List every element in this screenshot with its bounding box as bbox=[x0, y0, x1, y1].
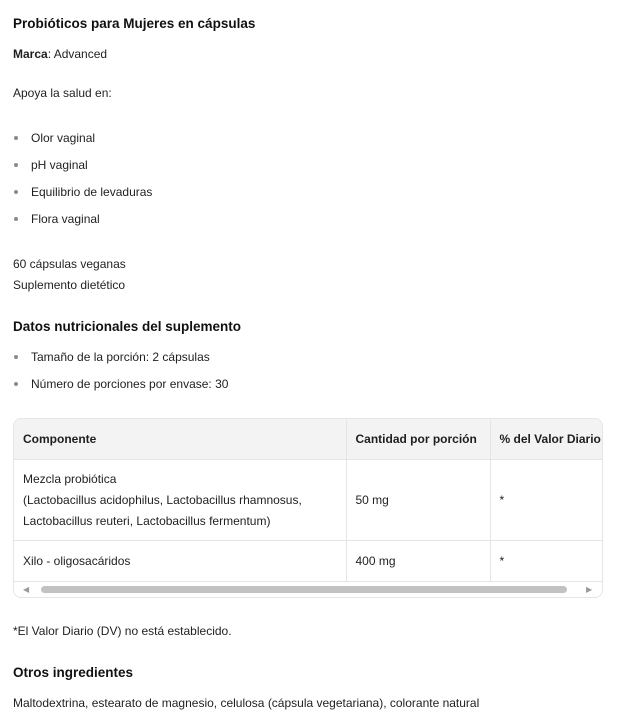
other-ingredients-heading: Otros ingredientes bbox=[13, 665, 134, 680]
nutrition-heading: Datos nutricionales del suplemento bbox=[13, 319, 242, 334]
list-item: Olor vaginal bbox=[13, 131, 152, 158]
chevron-left-icon[interactable]: ◀ bbox=[23, 585, 30, 594]
chevron-right-icon[interactable]: ▶ bbox=[586, 585, 593, 594]
amount-cell: 50 mg bbox=[346, 460, 490, 541]
brand-line bbox=[13, 47, 107, 61]
intro-text: Apoya la salud en: bbox=[13, 86, 112, 100]
scrollbar-thumb[interactable] bbox=[41, 586, 567, 593]
health-areas-list bbox=[13, 131, 152, 239]
package-type: Suplemento dietético bbox=[13, 278, 126, 292]
amount-cell: 400 mg bbox=[346, 541, 490, 582]
list-item: Número de porciones por envase: 30 bbox=[13, 377, 228, 404]
column-header-daily-value: % del Valor Diario bbox=[490, 419, 602, 460]
list-item: Flora vaginal bbox=[13, 212, 152, 239]
list-item: Equilibrio de levaduras bbox=[13, 185, 152, 212]
bullet-dot-icon bbox=[14, 382, 18, 386]
horizontal-scrollbar[interactable] bbox=[14, 582, 602, 597]
table-row bbox=[14, 460, 602, 541]
other-ingredients-text: Maltodextrina, estearato de magnesio, celulosa (cápsula vegetariana), colorante natural bbox=[13, 696, 480, 710]
bullet-dot-icon bbox=[14, 190, 18, 194]
column-header-component: Componente bbox=[14, 419, 346, 460]
bullet-dot-icon bbox=[14, 217, 18, 221]
brand-label: Marca bbox=[13, 47, 48, 61]
package-count: 60 cápsulas veganas bbox=[13, 257, 126, 271]
brand-value: : Advanced bbox=[47, 47, 108, 61]
bullet-dot-icon bbox=[14, 163, 18, 167]
component-cell: Xilo - oligosacáridos bbox=[14, 541, 346, 582]
nutrition-table-viewport[interactable] bbox=[14, 419, 602, 582]
table-header-row bbox=[14, 419, 602, 460]
column-header-amount: Cantidad por porción bbox=[346, 419, 490, 460]
bullet-dot-icon bbox=[14, 136, 18, 140]
table-row bbox=[14, 541, 602, 582]
bullet-dot-icon bbox=[14, 355, 18, 359]
footnote: *El Valor Diario (DV) no está establecido. bbox=[13, 624, 232, 638]
nutrition-table-container[interactable] bbox=[13, 418, 603, 598]
product-title: Probióticos para Mujeres en cápsulas bbox=[13, 16, 256, 31]
daily-value-cell: * bbox=[490, 460, 602, 541]
list-item: Tamaño de la porción: 2 cápsulas bbox=[13, 350, 228, 377]
component-cell: Mezcla probiótica (Lactobacillus acidophilus, Lactobacillus rhamnosus, Lactobacillus reuteri, Lactobacillus fermentum) bbox=[14, 460, 346, 541]
list-item: pH vaginal bbox=[13, 158, 152, 185]
nutrition-facts-list bbox=[13, 350, 228, 404]
daily-value-cell: * bbox=[490, 541, 602, 582]
nutrition-table bbox=[14, 419, 602, 582]
